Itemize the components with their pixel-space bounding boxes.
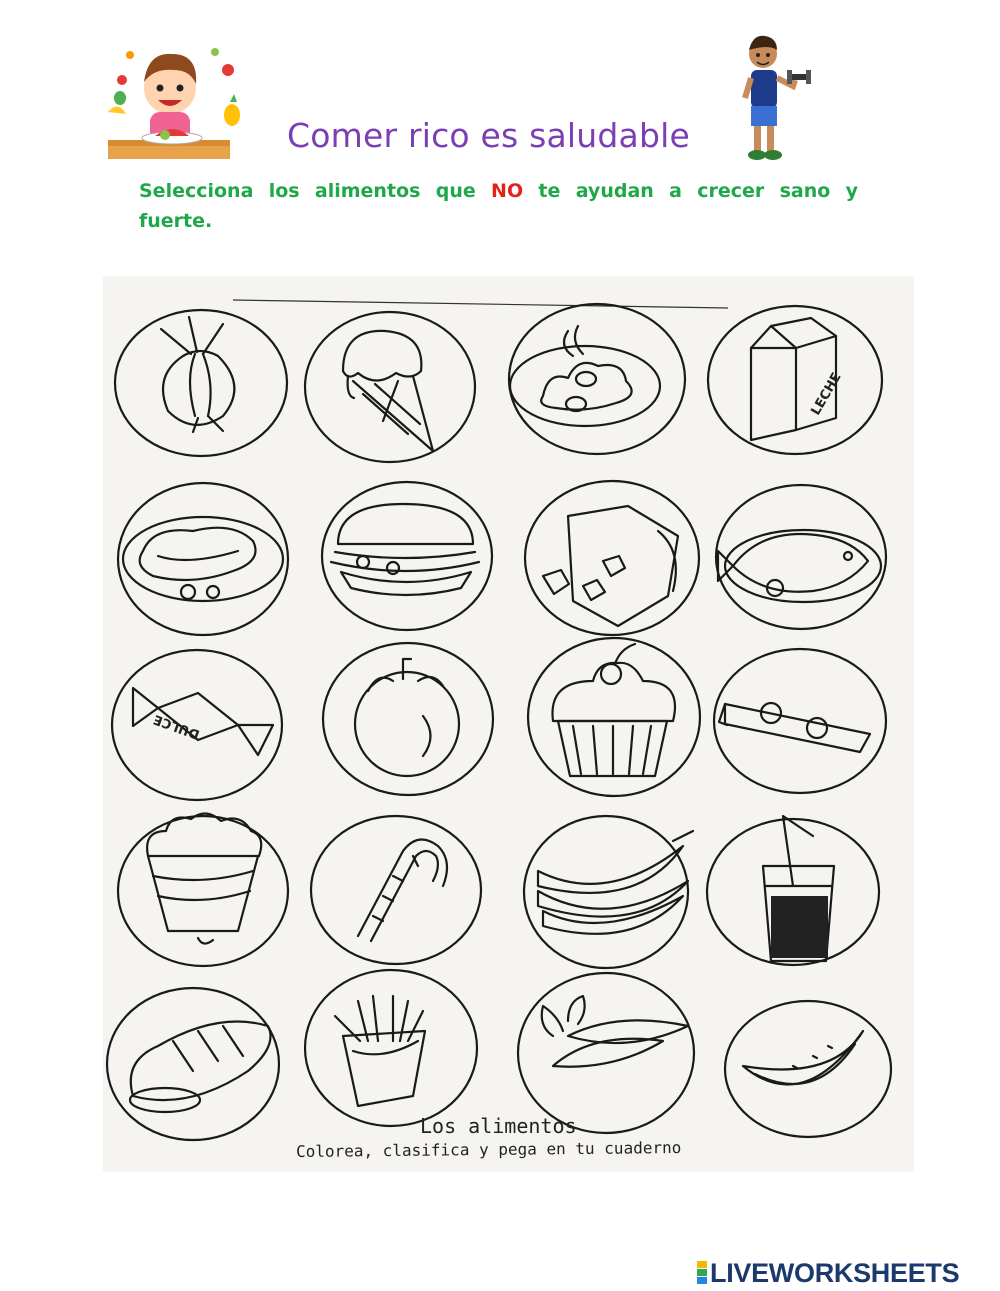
food-carrots[interactable] [518,973,694,1133]
food-fries[interactable] [305,970,477,1126]
liveworksheets-brand [697,1258,959,1288]
food-soda[interactable] [707,816,879,965]
food-popcorn[interactable] [118,813,288,966]
candy-label: DULCE [151,711,202,742]
food-worksheet [103,276,914,1172]
food-cupcake[interactable] [528,638,700,796]
brand-name: LIVEWORKSHEETS [710,1257,960,1288]
food-bread[interactable] [107,988,279,1140]
instruction-text [139,176,858,236]
food-steak[interactable] [118,483,288,635]
instruction-highlight: NO [491,180,524,202]
instruction-part-1: Selecciona los alimentos que [139,180,492,202]
food-circles [103,276,914,1172]
worksheet-subtitle: Colorea, clasifica y pega en tu cuaderno [295,1137,682,1162]
worksheet-title: Los alimentos [420,1114,577,1138]
food-watermelon[interactable] [725,1001,891,1137]
food-fish[interactable] [716,485,886,629]
liveworksheets-logo-icon [697,1261,707,1285]
food-pizza[interactable] [714,649,886,793]
page-title: Comer rico es saludable [287,116,690,155]
food-candy-cane[interactable] [311,816,481,964]
food-ice-cream[interactable] [305,312,475,462]
food-tomato[interactable] [323,643,493,795]
instruction-part-2: te ayudan a crecer sano y fuerte. [139,180,858,232]
food-bananas[interactable] [524,816,693,968]
food-hamburger[interactable] [322,482,492,630]
food-milk-carton[interactable] [708,306,882,454]
food-onion[interactable] [115,310,287,456]
food-candy[interactable] [112,650,282,800]
athlete-illustration [735,32,815,167]
food-chips-bag[interactable] [525,481,699,635]
milk-carton-label: LECHE [808,370,845,418]
kid-eating-illustration [100,40,250,165]
food-fried-eggs[interactable] [509,304,685,454]
